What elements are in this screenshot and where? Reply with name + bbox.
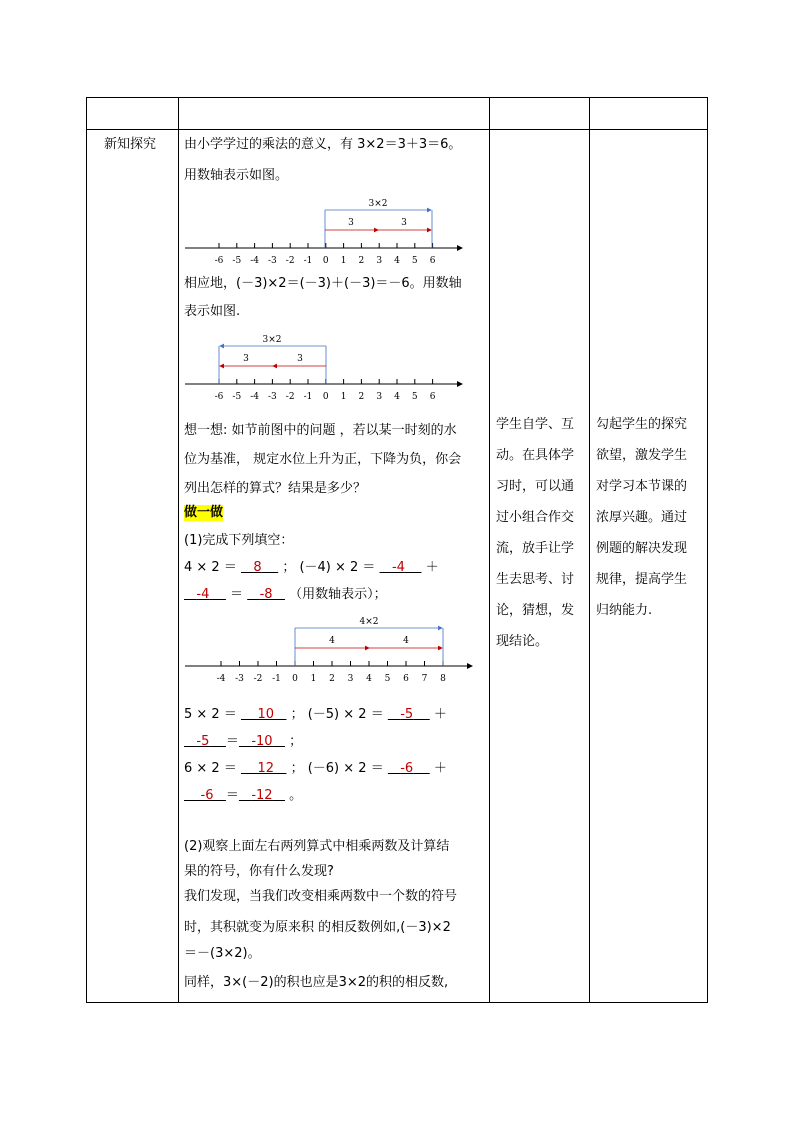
- tick-label: -6: [214, 392, 224, 402]
- expr-text: ； (－6) × 2 ＝: [286, 761, 388, 776]
- col3_text-line: 论，猜想，发: [496, 603, 575, 618]
- tick-label: 8: [440, 674, 446, 684]
- col3_text-line: 学生自学、互: [496, 417, 575, 432]
- tick-label: 2: [358, 392, 365, 402]
- tick-label: 6: [429, 392, 436, 402]
- table-border-bottom: [86, 1002, 708, 1003]
- correspond-line-1: 相应地，(－3)×2＝(－3)＋(－3)＝－6。用数轴: [184, 276, 462, 291]
- expr-text: ＝: [225, 734, 239, 749]
- blank-answer: -5: [400, 707, 414, 722]
- tick-label: 5: [384, 674, 391, 684]
- tick-label: -1: [303, 256, 313, 266]
- axis1-top-label: 3×2: [368, 199, 388, 209]
- col3_text-line: 生去思考、讨: [496, 572, 575, 587]
- row-label: 新知探究: [104, 137, 157, 152]
- table-col-divider-2: [489, 97, 490, 1003]
- tick-label: 5: [411, 256, 418, 266]
- col4_text-line: 归纳能力.: [596, 603, 653, 618]
- tick-label: -4: [250, 392, 259, 402]
- axis2-top-label: 3×2: [262, 335, 282, 345]
- question-1: (1)完成下列填空：: [184, 533, 294, 548]
- expr-text: 4 × 2 ＝: [184, 560, 241, 575]
- fill-row-4: [184, 734, 302, 750]
- col3_text-line: 习时，可以通: [496, 479, 575, 494]
- fill-row-1: [184, 560, 439, 576]
- axis1-seg2-label: 3: [401, 218, 407, 228]
- table-col-divider-1: [178, 97, 179, 1003]
- blank-answer: -4: [391, 560, 405, 575]
- tick-label: 4: [366, 674, 372, 684]
- table-border-right: [707, 97, 708, 1003]
- axis1-seg1-label: 3: [348, 218, 354, 228]
- col3_text-line: 过小组合作交: [496, 510, 575, 525]
- intro-line-1: 由小学学过的乘法的意义，有 3×2＝3＋3＝6。: [184, 137, 462, 152]
- student-activity-cell: [496, 409, 574, 657]
- tick-label: -2: [285, 392, 295, 402]
- tick-label: 0: [322, 256, 329, 266]
- expr-text: ＋: [429, 707, 447, 722]
- tick-label: 5: [411, 392, 418, 402]
- tick-label: 6: [429, 256, 436, 266]
- blank-answer: -5: [196, 734, 210, 749]
- table-border-left: [86, 97, 87, 1003]
- finding-line-1: 我们发现，当我们改变相乘两数中一个数的符号: [184, 889, 458, 904]
- fill-row-5: [184, 761, 447, 777]
- table-row-divider: [86, 129, 708, 130]
- tick-label: -6: [214, 256, 224, 266]
- tick-label: -3: [268, 256, 277, 266]
- fill-row-3: [184, 707, 447, 723]
- col4_text-line: 欲望，激发学生: [596, 448, 688, 463]
- blank-answer: 8: [253, 560, 262, 575]
- blank-answer: -10: [251, 734, 273, 749]
- tick-label: 1: [340, 256, 347, 266]
- axis3-top-label: 4×2: [359, 617, 379, 627]
- tick-label: 4: [394, 256, 400, 266]
- blank-answer: -4: [196, 587, 210, 602]
- expr-text: 6 × 2 ＝: [184, 761, 241, 776]
- col4_text-line: 对学习本节课的: [596, 479, 688, 494]
- tick-label: -4: [250, 256, 259, 266]
- col4_text-line: 勾起学生的探究: [596, 417, 688, 432]
- blank-answer: -6: [200, 788, 214, 803]
- tick-label: 0: [322, 392, 329, 402]
- tick-label: 7: [421, 674, 428, 684]
- intro-line-2: 用数轴表示如图。: [184, 168, 289, 183]
- table-col-divider-3: [589, 97, 590, 1003]
- tick-label: -1: [272, 674, 281, 684]
- think-line-3: 列出怎样的算式？结果是多少？: [184, 481, 367, 496]
- expr-text: ＝: [225, 788, 239, 803]
- finding-line-2: 时，其积就变为原来积 的相反数例如,(－3)×2: [184, 920, 451, 935]
- design-intent-cell: [596, 409, 687, 626]
- expr-text: （用数轴表示）；: [284, 587, 387, 602]
- tick-label: 0: [292, 674, 298, 684]
- tick-label: 2: [358, 256, 365, 266]
- col3_text-line: 流，放手让学: [496, 541, 575, 556]
- col4_text-line: 规律，提高学生: [596, 572, 688, 587]
- tick-label: -3: [268, 392, 277, 402]
- expr-text: ； (－5) × 2 ＝: [286, 707, 388, 722]
- axis2-seg1-label: 3: [243, 354, 249, 364]
- tick-label: 3: [376, 256, 383, 266]
- correspond-line-2: 表示如图.: [184, 304, 241, 319]
- question-2-line-2: 果的符号，你有什么发现?: [184, 864, 334, 879]
- fill-row-6: [184, 788, 302, 804]
- expr-text: ＝: [225, 587, 248, 602]
- fill-row-2: [184, 587, 387, 603]
- tick-label: -2: [285, 256, 295, 266]
- col3_text-line: 动。在具体学: [496, 448, 575, 463]
- col4_text-line: 例题的解决发现: [596, 541, 688, 556]
- number-line-positive: [180, 196, 480, 272]
- blank-answer: 10: [257, 707, 275, 722]
- do-it-heading: 做一做: [184, 505, 224, 520]
- tick-label: 1: [340, 392, 347, 402]
- tick-label: -1: [303, 392, 313, 402]
- expr-text: ； (－4) × 2 ＝: [278, 560, 380, 575]
- tick-label: -2: [253, 674, 263, 684]
- blank-answer: 12: [257, 761, 275, 776]
- blank-answer: -8: [259, 587, 273, 602]
- tick-label: 6: [403, 674, 409, 684]
- axis3-seg1-label: 4: [329, 636, 335, 646]
- number-line-four: [180, 612, 480, 688]
- expr-text: 。: [284, 788, 303, 803]
- finding-line-3: ＝－(3×2)。: [184, 946, 261, 961]
- table-border-top: [86, 97, 708, 98]
- question-2-line-1: (2)观察上面左右两列算式中相乘两数及计算结: [184, 839, 450, 854]
- tick-label: 3: [347, 674, 354, 684]
- blank-answer: -12: [251, 788, 273, 803]
- finding-line-4: 同样，3×(－2)的积也应是3×2的积的相反数,: [184, 975, 449, 990]
- col4_text-line: 浓厚兴趣。通过: [596, 510, 688, 525]
- tick-label: -5: [232, 256, 242, 266]
- axis2-seg2-label: 3: [297, 354, 303, 364]
- think-line-2: 位为基准， 规定水位上升为正，下降为负，你会: [184, 452, 462, 467]
- tick-label: -3: [235, 674, 244, 684]
- number-line-negative: [180, 332, 480, 408]
- expr-text: 5 × 2 ＝: [184, 707, 241, 722]
- blank-answer: -6: [400, 761, 414, 776]
- expr-text: ；: [284, 734, 303, 749]
- tick-label: 3: [376, 392, 383, 402]
- expr-text: ＋: [421, 560, 439, 575]
- tick-label: 1: [310, 674, 317, 684]
- tick-label: -5: [232, 392, 242, 402]
- think-line-1: 想一想: 如节前图中的问题 ，若以某一时刻的水: [184, 423, 457, 438]
- axis3-seg2-label: 4: [403, 636, 409, 646]
- expr-text: ＋: [429, 761, 447, 776]
- tick-label: 2: [329, 674, 335, 684]
- col3_text-line: 现结论。: [496, 634, 549, 649]
- tick-label: 4: [394, 392, 400, 402]
- tick-label: -4: [216, 674, 226, 684]
